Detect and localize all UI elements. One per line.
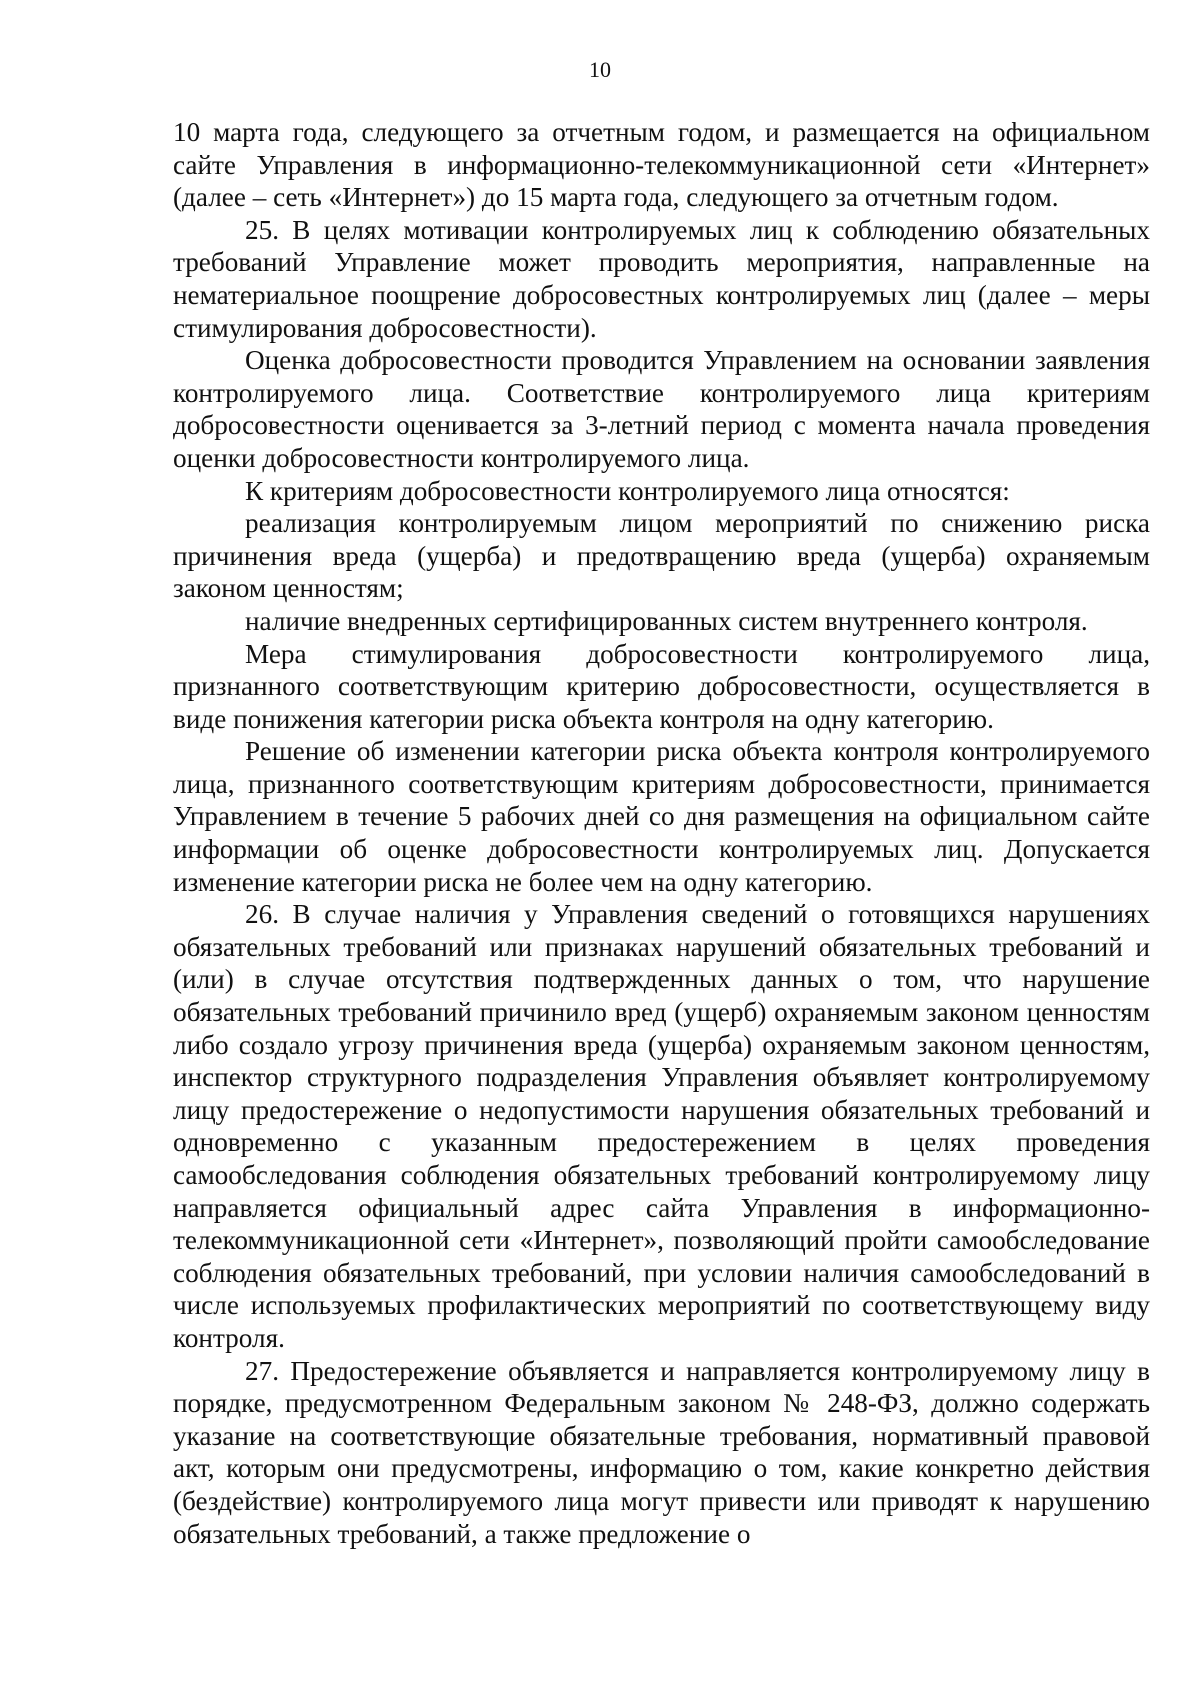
paragraph-continuation: 10 марта года, следующего за отчетным годом, и размещается на официальном сайте Управления в информационно-телекоммуникационной сети «Интернет» (далее – сеть «Интернет») до 15 марта года, следующего за отчетным годом. — [173, 117, 1150, 213]
paragraph-assessment: Оценка добросовестности проводится Управлением на основании заявления контролируемого лица. Соответствие контролируемого лица критериям добросовестности оценивается за 3-летний период с момента начала проведения оценки добросовестности контролируемого лица. — [173, 345, 1150, 473]
paragraph-criteria-intro: К критериям добросовестности контролируемого лица относятся: — [245, 475, 1010, 506]
paragraph-decision: Решение об изменении категории риска объекта контроля контролируемого лица, признанного соответствующим критериям добросовестности, принимается Управлением в течение 5 рабочих дней со дня размещения на официальном сайте информации об оценке добросовестности контролируемых лиц. Допускается изменение категории риска не более чем на одну категорию. — [173, 736, 1150, 897]
paragraph-clause-26: 26. В случае наличия у Управления сведений о готовящихся нарушениях обязательных требований или признаках нарушений обязательных требований и (или) в случае отсутствия подтвержденных данных о том, что нарушение обязательных требований причинило вред (ущерб) охраняемым законом ценностям либо создало угрозу причинения вреда (ущерба) охраняемым законом ценностям, инспектор структурного подразделения Управления объявляет контролируемому лицу предостережение о недопустимости нарушения обязательных требований и одновременно с указанным предостережением в целях проведения самообследования соблюдения обязательных требований контролируемому лицу направляется официальный адрес сайта Управления в информационно-телекоммуникационной сети «Интернет», позволяющий пройти самообследование соблюдения обязательных требований, при условии наличия самообследований в числе используемых профилактических мероприятий по соответствующему виду контроля. — [173, 899, 1150, 1353]
paragraph-clause-27: 27. Предостережение объявляется и направляется контролируемому лицу в порядке, предусмотренном Федеральным законом № 248-ФЗ, должно содержать указание на соответствующие обязательные требования, нормативный правовой акт, которым они предусмотрены, информацию о том, какие конкретно действия (бездействие) контролируемого лица могут привести или приводят к нарушению обязательных требований, а также предложение о — [173, 1355, 1150, 1549]
document-body — [173, 116, 1150, 1550]
page-number: 10 — [589, 57, 611, 82]
paragraph-clause-25: 25. В целях мотивации контролируемых лиц к соблюдению обязательных требований Управление может проводить мероприятия, направленные на нематериальное поощрение добросовестных контролируемых лиц (далее – меры стимулирования добросовестности). — [173, 214, 1150, 343]
paragraph-criterion-1: реализация контролируемым лицом мероприятий по снижению риска причинения вреда (ущерба) и предотвращению вреда (ущерба) охраняемым законом ценностям; — [173, 508, 1150, 604]
paragraph-criterion-2: наличие внедренных сертифицированных систем внутреннего контроля. — [245, 605, 1088, 636]
paragraph-incentive-measure: Мера стимулирования добросовестности контролируемого лица, признанного соответствующим критерию добросовестности, осуществляется в виде понижения категории риска объекта контроля на одну категорию. — [173, 638, 1150, 734]
